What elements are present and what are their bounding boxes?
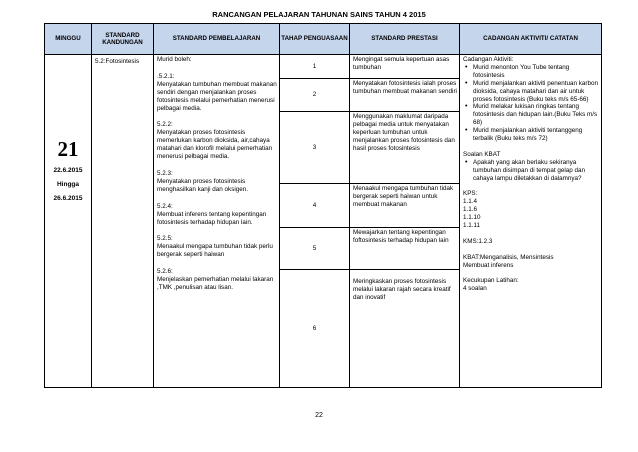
kps-heading: KPS: — [463, 190, 478, 198]
tahap-level: 1 — [280, 55, 350, 79]
kps-item: 1.1.11 — [463, 222, 481, 229]
prestasi-text: Menyatakan fotosintesis ialah proses tumbuhan membuat makanan sendiri — [350, 79, 460, 112]
week-number: 21 — [57, 137, 79, 161]
page-number: 22 — [315, 412, 323, 419]
header-row — [45, 24, 602, 55]
prestasi-text: Mewajarkan tentang kepentingan foftosintesis terhadap hidupan lain — [350, 228, 460, 270]
header-standard-kandungan: STANDARD KANDUNGAN — [92, 24, 154, 55]
week-start-date: 22.6.2015 — [53, 167, 83, 174]
list-item: • Murid menjalankan aktiviti tentanggeng terbalik (Buku teks m/s 72) — [473, 127, 599, 143]
standard-pembelajaran-cell — [154, 55, 280, 388]
pembelajaran-code: 5.2.3: — [157, 169, 173, 177]
pembelajaran-code: 5.2.2: — [157, 121, 173, 129]
pembelajaran-text: Membuat inferens tentang kepentingan fotosintesis terhadap hidupan lain. — [157, 210, 267, 226]
list-item: • Murid melakar lukisan ringkas tentang fotosintesis dan hidupan lain.(Buku Teks m/s 68) — [473, 103, 599, 127]
aktiviti-list — [463, 64, 599, 143]
prestasi-text: Meringkaskan proses fotosintesis melalui lakaran rajah secara kreatif dan inovatif — [350, 270, 460, 388]
kps-item: 1.1.4 — [463, 198, 478, 206]
header-standard-prestasi: STANDARD PRESTASI — [350, 24, 460, 55]
list-item: • Apakah yang akan berlaku sekiranya tumbuhan disimpan di tempat gelap dan cahaya lampu diletakkan di dalamnya? — [473, 159, 599, 183]
list-item: • Murid menonton You Tube tentang fotosintesis — [473, 64, 599, 80]
pembelajaran-text: Menyatakan proses fotosintesis memerlukan karbon dioksida, air,cahaya matahari dan klorofil melalui pemerhatian menerusi pelbagai media. — [157, 129, 273, 161]
cadangan-aktiviti-cell — [460, 55, 602, 388]
tahap-level: 3 — [280, 112, 350, 184]
kbat-question-heading: Soalan KBAT — [463, 150, 501, 158]
prestasi-text: Menggunakan maklumat daripada pelbagai media untuk menyatakan keperluan tumbuhan untuk menjalankan proses fotosintesis dan hasil proses fotosintesis — [350, 112, 460, 184]
list-item: • Murid menjalankan aktiviti penentuan karbon dioksida, cahaya matahari dan air untuk proses fotosintesis (Buku teks m/s 65-66) — [473, 80, 599, 104]
week-hingga: Hingga — [56, 181, 80, 188]
prestasi-text: Mengingat semula kepertuan asas tumbuhan — [350, 55, 460, 79]
tahap-level: 6 — [280, 270, 350, 388]
kps-item: 1.1.10 — [463, 214, 481, 222]
week-cell — [45, 55, 92, 388]
week-end-date: 26.6.2015 — [53, 195, 83, 202]
pembelajaran-text: Menyatakan proses fotosintesis menghasilkan kanji dan oksigen. — [157, 177, 249, 193]
header-standard-pembelajaran: STANDARD PEMBELAJARAN — [154, 24, 280, 55]
kbat-question-list — [463, 159, 599, 183]
kbat-line: Membuat inferens — [463, 261, 514, 269]
lesson-plan-table — [44, 23, 602, 388]
kbat-line: KBAT:Menganalisis, Mensintesis — [463, 253, 554, 261]
kms-text: KMS:1.2.3 — [463, 237, 493, 245]
aktiviti-heading: Cadangan Aktiviti: — [463, 56, 514, 63]
header-cadangan-aktiviti: CADANGAN AKTIVITI/ CATATAN — [460, 24, 602, 55]
pembelajaran-code: 5.2.5: — [157, 235, 173, 243]
pembelajaran-code: 5.2.6: — [157, 268, 173, 276]
pembelajaran-intro: Murid boleh: — [157, 56, 192, 63]
kps-item: 1.1.6 — [463, 206, 478, 214]
table-row — [45, 55, 602, 79]
tahap-level: 4 — [280, 184, 350, 228]
pembelajaran-text: Menaakul mengapa tumbuhan tidak perlu bergerak seperti haiwan — [157, 243, 273, 259]
pembelajaran-text: Menyatakan tumbuhan membuat makanan sendiri dengan menjalankan proses fotosintesis melalui pemerhatian menerusi pelbagai media. — [157, 80, 277, 112]
standard-kandungan-text: 5.2:Fotosintesis — [95, 58, 140, 65]
latihan-value: 4 soalan — [463, 285, 487, 293]
prestasi-text: Menaakul mengapa tumbuhan tidak bergerak seperti haiwan untuk membuat makanan — [350, 184, 460, 228]
document-title: RANCANGAN PELAJARAN TAHUNAN SAINS TAHUN 4 2015 — [212, 10, 426, 19]
pembelajaran-text: Menjelaskan pemerhatian melalui lakaran ,TMK ,penulisan atau lisan. — [157, 276, 274, 291]
header-minggu: MINGGU — [45, 24, 92, 55]
standard-kandungan-cell — [92, 55, 154, 388]
pembelajaran-code: 5.2.4: — [157, 202, 173, 210]
pembelajaran-code: .5.2.1: — [157, 72, 175, 80]
tahap-level: 5 — [280, 228, 350, 270]
header-tahap-penguasaan: TAHAP PENGUASAAN — [280, 24, 350, 55]
latihan-heading: Kecukupan Latihan: — [463, 277, 519, 285]
tahap-level: 2 — [280, 79, 350, 112]
